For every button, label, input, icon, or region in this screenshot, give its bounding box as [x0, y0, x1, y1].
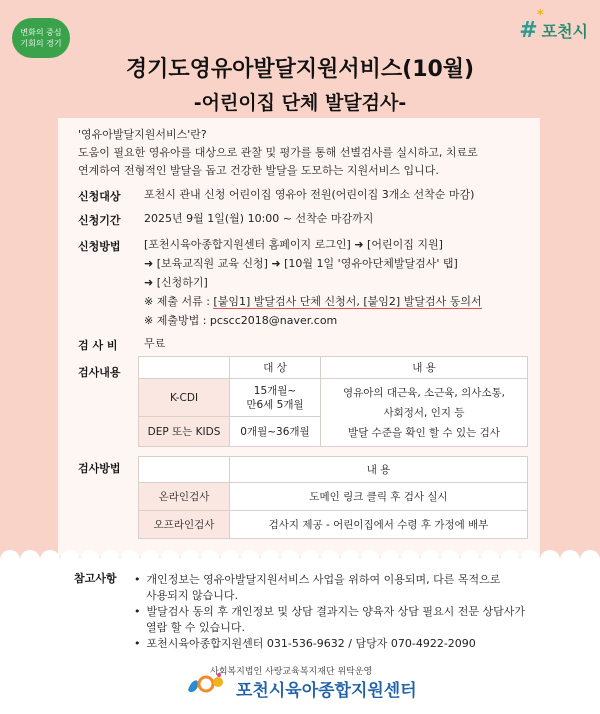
target-text: 포천시 관내 신청 어린이집 영유아 전원(어린이집 3개소 선착순 마감) [144, 188, 475, 201]
content-header-desc: 내 용 [321, 357, 528, 379]
list-item: • 발달검사 동의 후 개인정보 및 상담 결과지는 양육자 상담 필요시 전문 상담사가 [134, 605, 525, 618]
intro-heading: '영유아발달지원서비스'란? [78, 128, 207, 141]
offline-desc: 검사지 제공 - 어린이집에서 수령 후 가정에 배부 [230, 511, 528, 539]
page-subtitle: -어린이집 단체 발달검사- [193, 92, 407, 114]
method-label: 신청방법 [78, 240, 121, 253]
content-label: 검사내용 [78, 366, 121, 379]
method-header: 내 용 [230, 457, 528, 483]
page-title: 경기도영유아발달지원서비스(10월) [125, 57, 475, 82]
content-header-blank [139, 357, 230, 379]
kcdi-target1: 15개월~ [253, 384, 297, 397]
docs-text: [붙임1] 발달검사 단체 신청서, [붙임2] 발달검사 동의서 [213, 295, 482, 308]
intro-section [78, 126, 530, 180]
table-row [139, 379, 528, 417]
notes-label: 참고사항 [74, 572, 117, 585]
kcdi-name: K-CDI [139, 379, 230, 417]
exam-method-label: 검사방법 [78, 462, 121, 475]
fee-label: 검 사 비 [78, 339, 118, 352]
hash-icon: # * [519, 8, 544, 43]
content-header-target: 대 상 [230, 357, 321, 379]
method-line1: [포천시육아종합지원센터 홈페이지 로그인] ➜ [어린이집 지원] [144, 238, 443, 251]
method-line3: ➜ [신청하기] [144, 276, 208, 289]
note-2: 발달검사 동의 후 개인정보 및 상담 결과지는 양육자 상담 필요시 전문 상담사가 [146, 605, 525, 618]
content-table [138, 356, 528, 447]
period-label: 신청기간 [78, 214, 121, 227]
note-2-cont: 열람 할 수 있습니다. [146, 621, 245, 634]
pocheon-logo [519, 8, 588, 43]
offline-name: 오프라인검사 [139, 511, 230, 539]
notes-list [134, 572, 554, 652]
method-table [138, 456, 528, 539]
org-name: 포천시육아종합지원센터 [236, 681, 417, 701]
online-name: 온라인검사 [139, 483, 230, 511]
dep-name: DEP 또는 KIDS [139, 417, 230, 447]
dep-target: 0개월~36개월 [230, 417, 321, 447]
note-1: 개인정보는 영유아발달지원서비스 사업을 위하여 이용되며, 다른 목적으로 [146, 573, 501, 586]
fee-value: 무료 [144, 337, 166, 350]
table-row [139, 511, 528, 539]
desc-line2: 사회정서, 인지 등 [383, 406, 465, 419]
method-line2: ➜ [보육교직원 교육 신청] ➜ [10월 1일 '영유아단체발달검사' 탭] [144, 257, 458, 270]
docs-prefix: ※ 제출 서류 : [144, 295, 214, 308]
list-item: • 포천시육아종합지원센터 031-536-9632 / 담당자 070-4922-2090 [134, 637, 476, 650]
org-subtitle: 사회복지법인 사랑교육복지재단 위탁운영 [210, 667, 373, 677]
content-desc [321, 379, 528, 447]
table-row [139, 483, 528, 511]
scallop-edge [0, 550, 600, 570]
kcdi-target [230, 379, 321, 417]
note-1-cont: 사용되지 않습니다. [146, 589, 239, 602]
online-desc: 도메인 링크 클릭 후 검사 실시 [230, 483, 528, 511]
kcdi-target2: 만6세 5개월 [246, 398, 304, 411]
badge-line1: 변화의 중심 [20, 28, 62, 37]
period-text: 2025년 9월 1일(월) 10:00 ~ 선착순 마감까지 [144, 212, 374, 225]
list-item: • 개인정보는 영유아발달지원서비스 사업을 위하여 이용되며, 다른 목적으로 [134, 573, 501, 586]
docs-line [144, 293, 539, 312]
intro-line2: 연계하여 전형적인 발달을 돕고 건강한 발달을 도모하는 지원서비스 입니다. [78, 164, 439, 177]
method-header-blank [139, 457, 230, 483]
submit-line: ※ 제출방법 : pcscc2018@naver.com [144, 314, 338, 327]
intro-line1: 도움이 필요한 영유아를 대상으로 관찰 및 평가를 통해 선별검사를 실시하고, 치료로 [78, 146, 478, 159]
desc-line3: 발달 수준을 확인 할 수 있는 검사 [348, 426, 500, 439]
note-3: 포천시육아종합지원센터 031-536-9632 / 담당자 070-4922-2090 [146, 637, 476, 650]
desc-line1: 영유아의 대근육, 소근육, 의사소통, [342, 386, 506, 399]
badge-line2: 기회의 경기 [20, 39, 62, 48]
city-logo-text: 포천시 [541, 22, 588, 41]
apply-method [144, 236, 539, 331]
target-label: 신청대상 [78, 190, 121, 203]
